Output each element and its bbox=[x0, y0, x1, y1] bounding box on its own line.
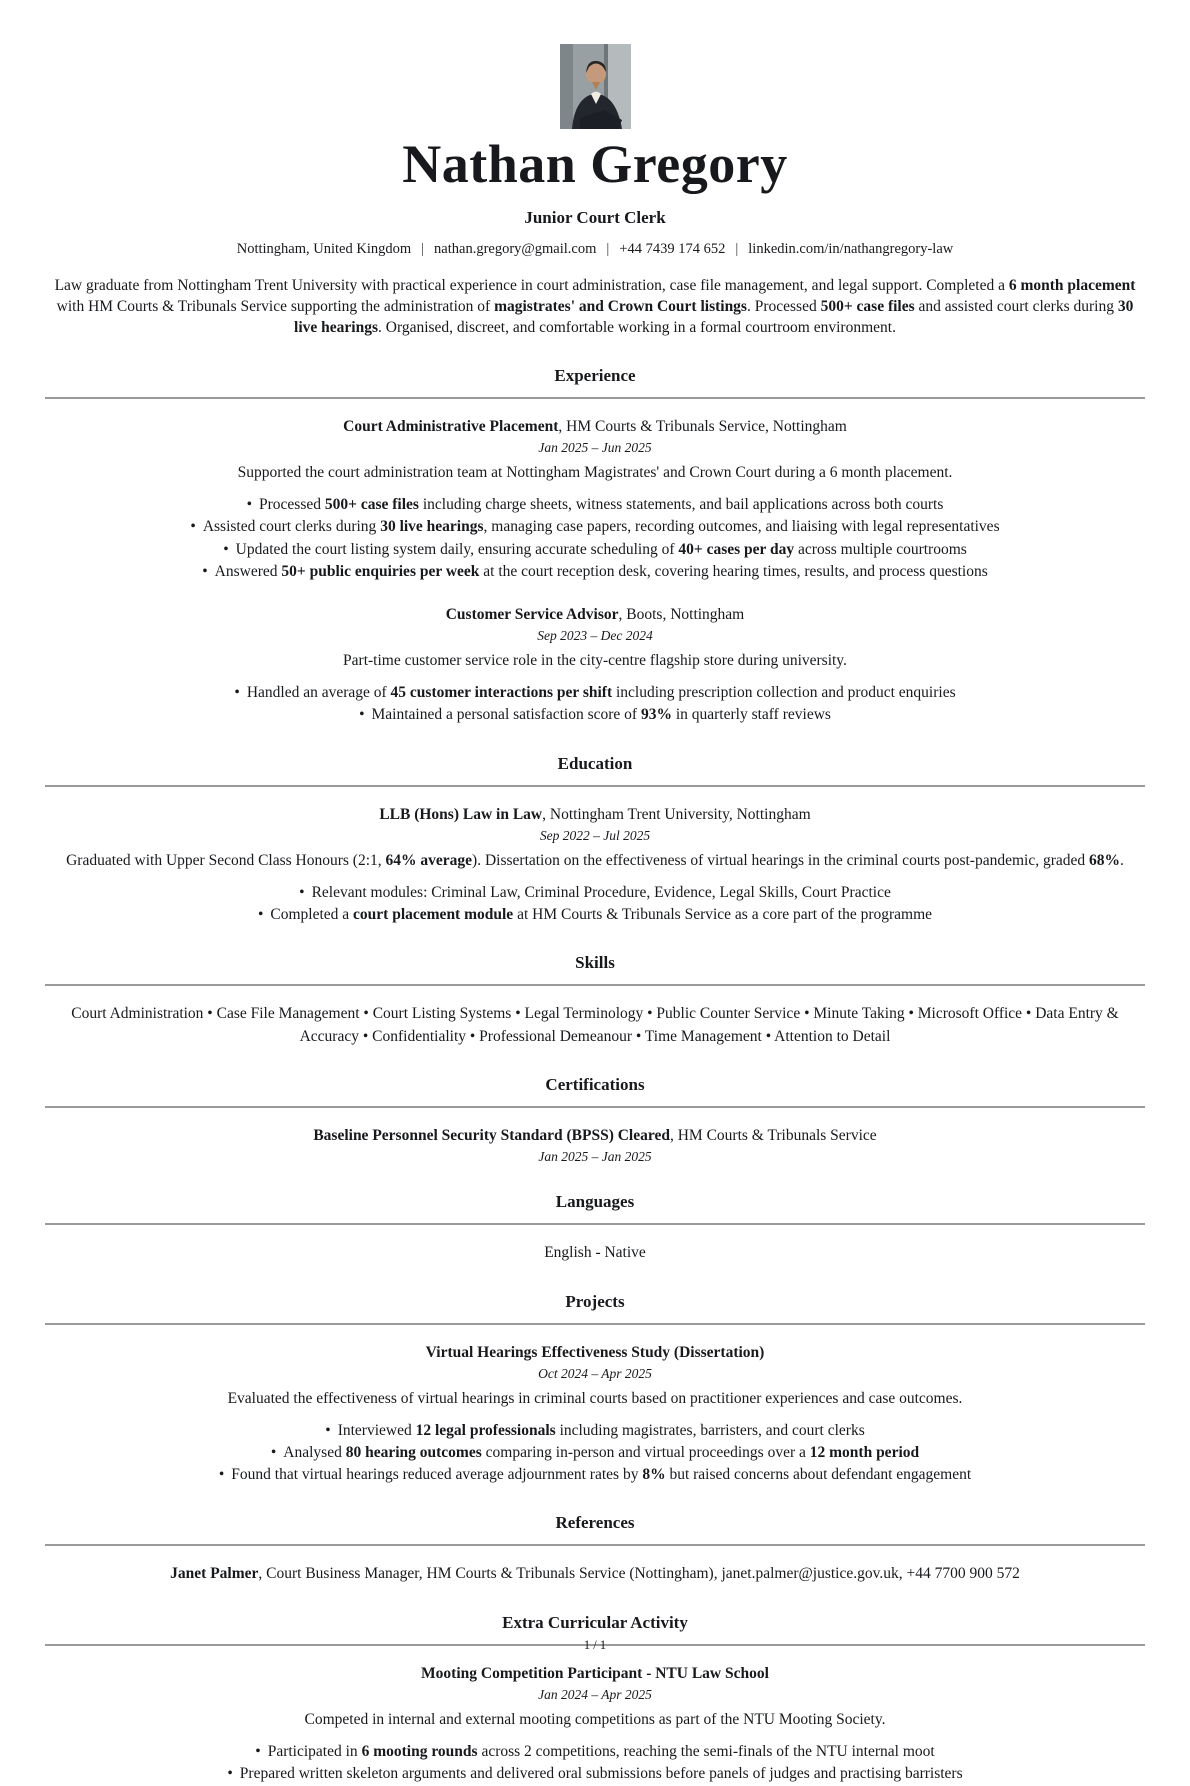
bullet-item: • Analysed 80 hearing outcomes comparing in-person and virtual proceedings over a 12 month period bbox=[270, 1444, 920, 1462]
entry-heading: Court Administrative Placement, HM Courts & Tribunals Service, Nottingham bbox=[343, 417, 847, 435]
entry-date: Jan 2025 – Jan 2025 bbox=[538, 1149, 652, 1165]
resume-sections bbox=[45, 366, 1145, 1786]
entry-date: Oct 2024 – Apr 2025 bbox=[538, 1365, 652, 1381]
bullet-item: • Assisted court clerks during 30 live hearings, managing case papers, recording outcomes, and liaising with legal representatives bbox=[190, 518, 1000, 536]
candidate-name: Nathan Gregory bbox=[402, 134, 788, 194]
bullet-icon: • bbox=[257, 906, 264, 924]
contact-separator: | bbox=[606, 240, 610, 257]
profile-summary: Law graduate from Nottingham Trent University with practical experience in court administration, case file management, and legal support. Completed a 6 month placement with HM Courts & Tribunals Service supporting the administration of magistrates' and Crown Court listings. Processed 500+ case files and assisted court clerks during 30 live hearings. Organised, discreet, and comfortable working in a formal courtroom environment. bbox=[54, 276, 1136, 337]
section-title-skills: Skills bbox=[575, 953, 615, 973]
section-languages bbox=[45, 1192, 1145, 1264]
contact-separator: | bbox=[421, 240, 425, 257]
bullet-icon: • bbox=[190, 518, 196, 536]
bullet-icon: • bbox=[255, 1743, 261, 1761]
bullet-item: • Interviewed 12 legal professionals including magistrates, barristers, and court clerks bbox=[325, 1421, 865, 1439]
section-title-education: Education bbox=[557, 753, 633, 773]
section-title-extra-curricular: Extra Curricular Activity bbox=[502, 1612, 688, 1632]
profile-photo bbox=[560, 44, 631, 129]
section-title-experience: Experience bbox=[554, 365, 636, 385]
bullet-item: • Relevant modules: Criminal Law, Criminal Procedure, Evidence, Legal Skills, Court Practice bbox=[299, 883, 891, 901]
contact-location: Nottingham, United Kingdom bbox=[236, 240, 412, 257]
bullet-list bbox=[45, 1420, 1145, 1486]
section-title-references: References bbox=[555, 1513, 635, 1533]
section-divider bbox=[45, 1323, 1145, 1325]
bullet-item: • Participated in 6 mooting rounds across 2 competitions, reaching the semi-finals of the NTU internal moot bbox=[255, 1743, 935, 1761]
entry-heading: LLB (Hons) Law in Law, Nottingham Trent University, Nottingham bbox=[379, 805, 811, 823]
bullet-list bbox=[45, 882, 1145, 926]
entry bbox=[45, 1344, 1145, 1487]
entry-heading: Customer Service Advisor, Boots, Nottingham bbox=[445, 605, 745, 623]
bullet-icon: • bbox=[223, 540, 229, 558]
contact-separator: | bbox=[735, 240, 739, 257]
bullet-item: • Updated the court listing system daily, ensuring accurate scheduling of 40+ cases per day across multiple courtrooms bbox=[223, 540, 967, 558]
entry-heading: Mooting Competition Participant - NTU Law School bbox=[421, 1664, 769, 1682]
bullet-icon: • bbox=[325, 1421, 331, 1439]
entry-heading: Virtual Hearings Effectiveness Study (Dissertation) bbox=[425, 1343, 765, 1361]
contact-line bbox=[45, 241, 1145, 258]
section-skills bbox=[45, 953, 1145, 1048]
contact-email: nathan.gregory@gmail.com bbox=[434, 240, 597, 257]
entry bbox=[45, 606, 1145, 727]
bullet-icon: • bbox=[227, 1765, 233, 1783]
entry bbox=[45, 418, 1145, 583]
bullet-icon: • bbox=[202, 562, 208, 580]
bullet-item: • Prepared written skeleton arguments and delivered oral submissions before panels of judges and practising barristers bbox=[227, 1765, 963, 1783]
bullet-item: • Processed 500+ case files including charge sheets, witness statements, and bail applications across both courts bbox=[246, 496, 944, 514]
bullet-icon: • bbox=[270, 1444, 277, 1462]
section-divider bbox=[45, 1544, 1145, 1546]
entry-description: Supported the court administration team at Nottingham Magistrates' and Crown Court during a 6 month placement. bbox=[237, 463, 953, 481]
entry-date: Jan 2025 – Jun 2025 bbox=[538, 439, 652, 455]
languages-text: English - Native bbox=[544, 1244, 646, 1262]
bullet-item: • Maintained a personal satisfaction score of 93% in quarterly staff reviews bbox=[359, 706, 831, 724]
section-title-languages: Languages bbox=[555, 1192, 635, 1212]
bullet-icon: • bbox=[299, 883, 305, 901]
entry-description: Evaluated the effectiveness of virtual hearings in criminal courts based on practitioner experiences and case outcomes. bbox=[227, 1389, 963, 1407]
section-divider bbox=[45, 984, 1145, 986]
entry bbox=[45, 1665, 1145, 1786]
entry bbox=[45, 1127, 1145, 1165]
section-divider bbox=[45, 397, 1145, 399]
bullet-icon: • bbox=[359, 706, 365, 724]
entry-description: Competed in internal and external mooting competitions as part of the NTU Mooting Society. bbox=[304, 1710, 886, 1728]
section-references bbox=[45, 1513, 1145, 1585]
entry-description: Graduated with Upper Second Class Honours (2:1, 64% average). Dissertation on the effectiveness of virtual hearings in the criminal courts post-pandemic, graded 68%. bbox=[66, 851, 1124, 869]
entry-date: Sep 2023 – Dec 2024 bbox=[537, 627, 653, 643]
section-title-certifications: Certifications bbox=[545, 1075, 645, 1095]
skills-list: Court Administration • Case File Management • Court Listing Systems • Legal Terminology • Public Counter Service • Minute Taking • Microsoft Office • Data Entry & Accuracy • Confidentiality • Professional Demeanour • Time Management • Attention to Detail bbox=[71, 1005, 1119, 1045]
entry-heading: Baseline Personnel Security Standard (BPSS) Cleared, HM Courts & Tribunals Service bbox=[313, 1127, 877, 1145]
section-education bbox=[45, 754, 1145, 927]
bullet-list bbox=[45, 494, 1145, 583]
contact-linkedin: linkedin.com/in/nathangregory-law bbox=[748, 240, 954, 257]
section-certifications bbox=[45, 1075, 1145, 1165]
entry bbox=[45, 806, 1145, 927]
entry-date: Sep 2022 – Jul 2025 bbox=[539, 827, 651, 843]
bullet-icon: • bbox=[218, 1466, 225, 1484]
section-experience bbox=[45, 366, 1145, 727]
bullet-list bbox=[45, 682, 1145, 726]
entry-description: Part-time customer service role in the city-centre flagship store during university. bbox=[343, 651, 847, 669]
section-projects bbox=[45, 1292, 1145, 1487]
bullet-item: • Completed a court placement module at HM Courts & Tribunals Service as a core part of the programme bbox=[257, 906, 933, 924]
bullet-item: • Answered 50+ public enquiries per week at the court reception desk, covering hearing times, results, and process questions bbox=[202, 562, 988, 580]
section-divider bbox=[45, 1223, 1145, 1225]
entry-date: Jan 2024 – Apr 2025 bbox=[538, 1686, 652, 1702]
candidate-job-title: Junior Court Clerk bbox=[524, 207, 666, 227]
section-divider bbox=[45, 1106, 1145, 1108]
section-title-projects: Projects bbox=[565, 1291, 625, 1311]
references-text: Janet Palmer, Court Business Manager, HM Courts & Tribunals Service (Nottingham), janet.palmer@justice.gov.uk, +44 7700 900 572 bbox=[170, 1565, 1020, 1583]
bullet-list bbox=[45, 1741, 1145, 1785]
section-divider bbox=[45, 785, 1145, 787]
contact-phone: +44 7439 174 652 bbox=[619, 240, 726, 257]
page-number: 1 / 1 bbox=[583, 1638, 607, 1652]
bullet-item: • Found that virtual hearings reduced average adjournment rates by 8% but raised concerns about defendant engagement bbox=[218, 1466, 972, 1484]
bullet-item: • Handled an average of 45 customer interactions per shift including prescription collection and product enquiries bbox=[234, 684, 956, 702]
bullet-icon: • bbox=[246, 496, 253, 514]
bullet-icon: • bbox=[234, 684, 240, 702]
